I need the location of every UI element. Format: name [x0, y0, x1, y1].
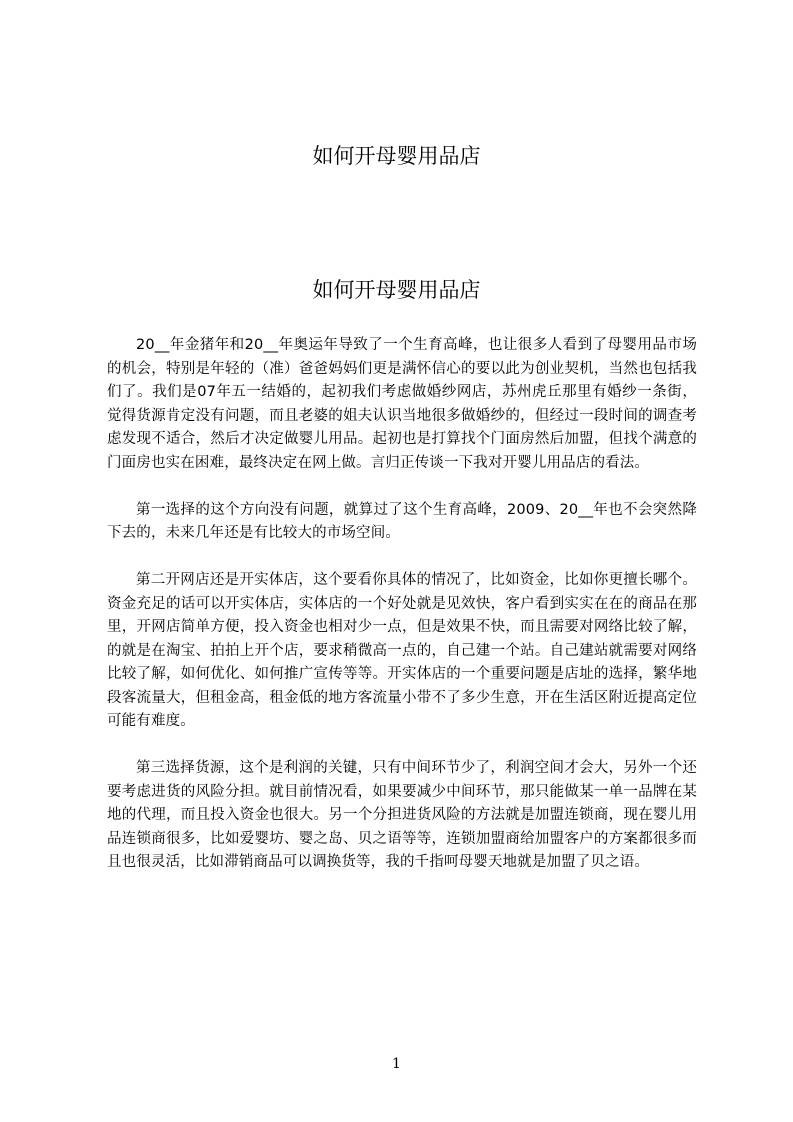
page-number: 1 — [392, 1056, 401, 1072]
paragraph-second-point: 第二开网店还是开实体店，这个要看你具体的情况了，比如资金，比如你更擅长哪个。资金充足的话可以开实体店，实体店的一个好处就是见效快，客户看到实实在在的商品在那里，开网店简单方便，投入资金也相对少一点，但是效果不快，而且需要对网络比较了解，的就是在淘宝、拍拍上开个店，要求稍微高一点的，自己建一个站。自己建站就需要对网络比较了解，如何优化、如何推广宣传等等。开实体店的一个重要问题是店址的选择，繁华地段客流量大，但租金高，租金低的地方客流量小带不了多少生意，开在生活区附近提高定位可能有难度。 — [107, 572, 697, 729]
paragraph-third-point: 第三选择货源，这个是利润的关键，只有中间环节少了，利润空间才会大，另外一个还要考虑进货的风险分担。就目前情况看，如果要减少中间环节，那只能做某一单一品牌在某地的代理，而且投入资金也很大。另一个分担进货风险的方法就是加盟连锁商，现在婴儿用品连锁商很多，比如爱婴坊、婴之岛、贝之语等等，连锁加盟商给加盟客户的方案都很多而且也很灵活，比如滞销商品可以调换货等，我的千指呵母婴天地就是加盟了贝之语。 — [107, 760, 697, 870]
paragraph-first-point: 第一选择的这个方向没有问题，就算过了这个生育高峰，2009、20__年也不会突然降下去的，未来几年还是有比较大的市场空间。 — [107, 501, 697, 541]
document-title-header: 如何开母婴用品店 — [312, 144, 481, 168]
article-title: 如何开母婴用品店 — [312, 278, 481, 302]
paragraph-intro: 20__年金猪年和20__年奥运年导致了一个生育高峰，也让很多人看到了母婴用品市场的机会，特别是年轻的（准）爸爸妈妈们更是满怀信心的要以此为创业契机，当然也包括我们了。我们是07年五一结婚的，起初我们考虑做婚纱网店，苏州虎丘那里有婚纱一条街，觉得货源肯定没有问题，而且老婆的姐夫认识当地很多做婚纱的，但经过一段时间的调查考虑发现不适合，然后才决定做婴儿用品。起初也是打算找个门面房然后加盟，但找个满意的门面房也实在困难，最终决定在网上做。言归正传谈一下我对开婴儿用品店的看法。 — [107, 337, 697, 471]
article-body — [107, 334, 697, 898]
